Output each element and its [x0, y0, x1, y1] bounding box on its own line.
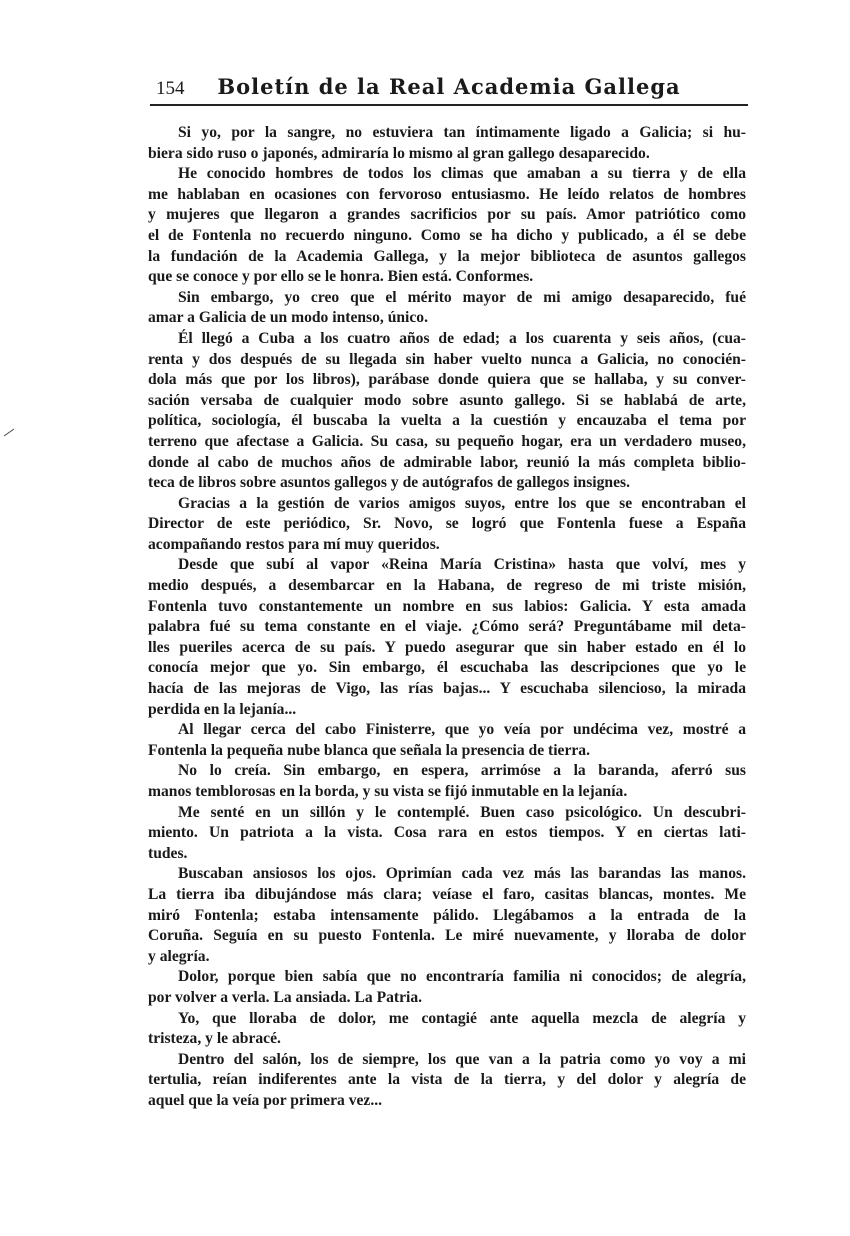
text-line: Al llegar cerca del cabo Finisterre, que yo veía por undécima vez, mostré a — [178, 721, 746, 739]
text-line: Director de este periódico, Sr. Novo, se logró que Fontenla fuese a España — [148, 515, 746, 533]
article-body — [148, 123, 746, 1112]
text-line: dola más que por los libros), parábase donde quiera que se hallaba, y su conver- — [148, 371, 746, 389]
text-line: lles pueriles acerca de su país. Y puedo asegurar que sin haber estado en él lo — [148, 638, 746, 656]
text-line: sación versaba de cualquier modo sobre asunto gallego. Si se hablabá de arte, — [148, 391, 746, 409]
paragraph — [148, 123, 746, 164]
text-line: renta y dos después de su llegada sin haber vuelto nunca a Galicia, no conocién- — [148, 350, 746, 368]
text-line: perdida en la lejanía... — [148, 700, 297, 718]
text-line: tudes. — [148, 844, 188, 862]
text-line: amar a Galicia de un modo intenso, único. — [148, 309, 428, 327]
paragraph — [148, 555, 746, 720]
text-line: que se conoce y por ello se le honra. Bien está. Conformes. — [148, 268, 534, 286]
text-line: Coruña. Seguía en su puesto Fontenla. Le miré nuevamente, y lloraba de dolor — [148, 927, 746, 945]
text-line: manos temblorosas en la borda, y su vista se fijó inmutable en la lejanía. — [148, 783, 628, 800]
text-line: Fontenla tuvo constantemente un nombre en sus labios: Galicia. Y esta amada — [148, 597, 746, 615]
text-line: miró Fontenla; estaba intensamente pálido. Llegábamos a la entrada de la — [148, 906, 746, 924]
text-line: No lo creía. Sin embargo, en espera, arrimóse a la baranda, aferró sus — [178, 762, 746, 780]
text-line: Desde que subí al vapor «Reina María Cristina» hasta que volví, mes y — [178, 556, 746, 574]
text-line: He conocido hombres de todos los climas que amaban a su tierra y de ella — [178, 165, 746, 183]
text-line: y alegría. — [148, 947, 210, 965]
paragraph — [148, 1009, 746, 1050]
text-line: Buscaban ansiosos los ojos. Oprimían cada vez más las barandas las manos. — [178, 865, 746, 883]
text-line: Sin embargo, yo creo que el mérito mayor de mi amigo desaparecido, fué — [178, 288, 746, 306]
text-line: conocía mejor que yo. Sin embargo, él escuchaba las descripciones que yo le — [148, 659, 746, 677]
paragraph — [148, 803, 746, 865]
text-line: Gracias a la gestión de varios amigos suyos, entre los que se encontraban el — [178, 494, 746, 512]
page-header — [150, 72, 748, 106]
paragraph — [148, 494, 746, 556]
text-line: acompañando restos para mí muy queridos. — [148, 535, 440, 553]
text-line: teca de libros sobre asuntos gallegos y de autógrafos de gallegos insignes. — [148, 474, 630, 492]
text-line: palabra fué su tema constante en el viaje. ¿Cómo será? Preguntábame mil deta- — [148, 618, 746, 636]
paragraph — [148, 329, 746, 494]
text-line: tristeza, y le abracé. — [148, 1030, 281, 1048]
page-number: 154 — [156, 78, 185, 99]
text-line: terreno que afectase a Galicia. Su casa, su pequeño hogar, era un verdadero museo, — [148, 432, 746, 450]
paragraph — [148, 288, 746, 329]
text-line: donde al cabo de muchos años de admirable labor, reunió la más completa biblio- — [148, 453, 746, 471]
text-line: Me senté en un sillón y le contemplé. Buen caso psicológico. Un descubri- — [178, 803, 746, 821]
paragraph — [148, 761, 746, 802]
text-line: Dentro del salón, los de siempre, los que van a la patria como yo voy a mi — [178, 1050, 746, 1068]
paragraph — [148, 720, 746, 761]
text-line: por volver a verla. La ansiada. La Patria. — [148, 988, 423, 1006]
text-line: medio después, a desembarcar en la Habana, de regreso de mi triste misión, — [148, 577, 746, 595]
text-line: Fontenla la pequeña nube blanca que señala la presencia de tierra. — [148, 741, 590, 759]
text-line: política, sociología, él buscaba la vuelta a la cuestión y encauzaba el tema por — [148, 412, 746, 430]
text-line: aquel que la veía por primera vez... — [148, 1091, 383, 1109]
text-line: Él llegó a Cuba a los cuatro años de edad; a los cuarenta y seis años, (cua- — [178, 329, 746, 347]
text-line: tertulia, reían indiferentes ante la vista de la tierra, y del dolor y alegría de — [148, 1071, 746, 1089]
text-line: el de Fontenla no recuerdo ninguno. Como se ha dicho y publicado, a él se debe — [148, 226, 746, 244]
text-line: Dolor, porque bien sabía que no encontraría familia ni conocidos; de alegría, — [178, 968, 746, 986]
text-line: biera sido ruso o japonés, admiraría lo mismo al gran gallego desaparecido. — [148, 144, 650, 162]
text-line: miento. Un patriota a la vista. Cosa rara en estos tiempos. Y en ciertas lati- — [148, 824, 746, 842]
text-line: y mujeres que llegaron a grandes sacrificios por su país. Amor patriótico como — [148, 206, 746, 224]
paragraph — [148, 1050, 746, 1112]
text-line: me hablaban en ocasiones con fervoroso entusiasmo. He leído relatos de hombres — [148, 185, 746, 203]
text-line: la fundación de la Academia Gallega, y la mejor biblioteca de asuntos gallegos — [148, 247, 746, 265]
running-title: Boletín de la Real Academia Gallega — [217, 74, 681, 99]
paragraph — [148, 864, 746, 967]
text-line: La tierra iba dibujándose más clara; veíase el faro, casitas blancas, montes. Me — [148, 885, 746, 903]
text-line: Si yo, por la sangre, no estuviera tan íntimamente ligado a Galicia; si hu- — [178, 124, 746, 141]
text-line: hacía de las mejoras de Vigo, las rías bajas... Y escuchaba silencioso, la mirada — [148, 680, 746, 698]
margin-mark — [4, 429, 14, 437]
paragraph — [148, 164, 746, 288]
text-line: Yo, que lloraba de dolor, me contagié ante aquella mezcla de alegría y — [178, 1009, 746, 1027]
paragraph — [148, 967, 746, 1008]
